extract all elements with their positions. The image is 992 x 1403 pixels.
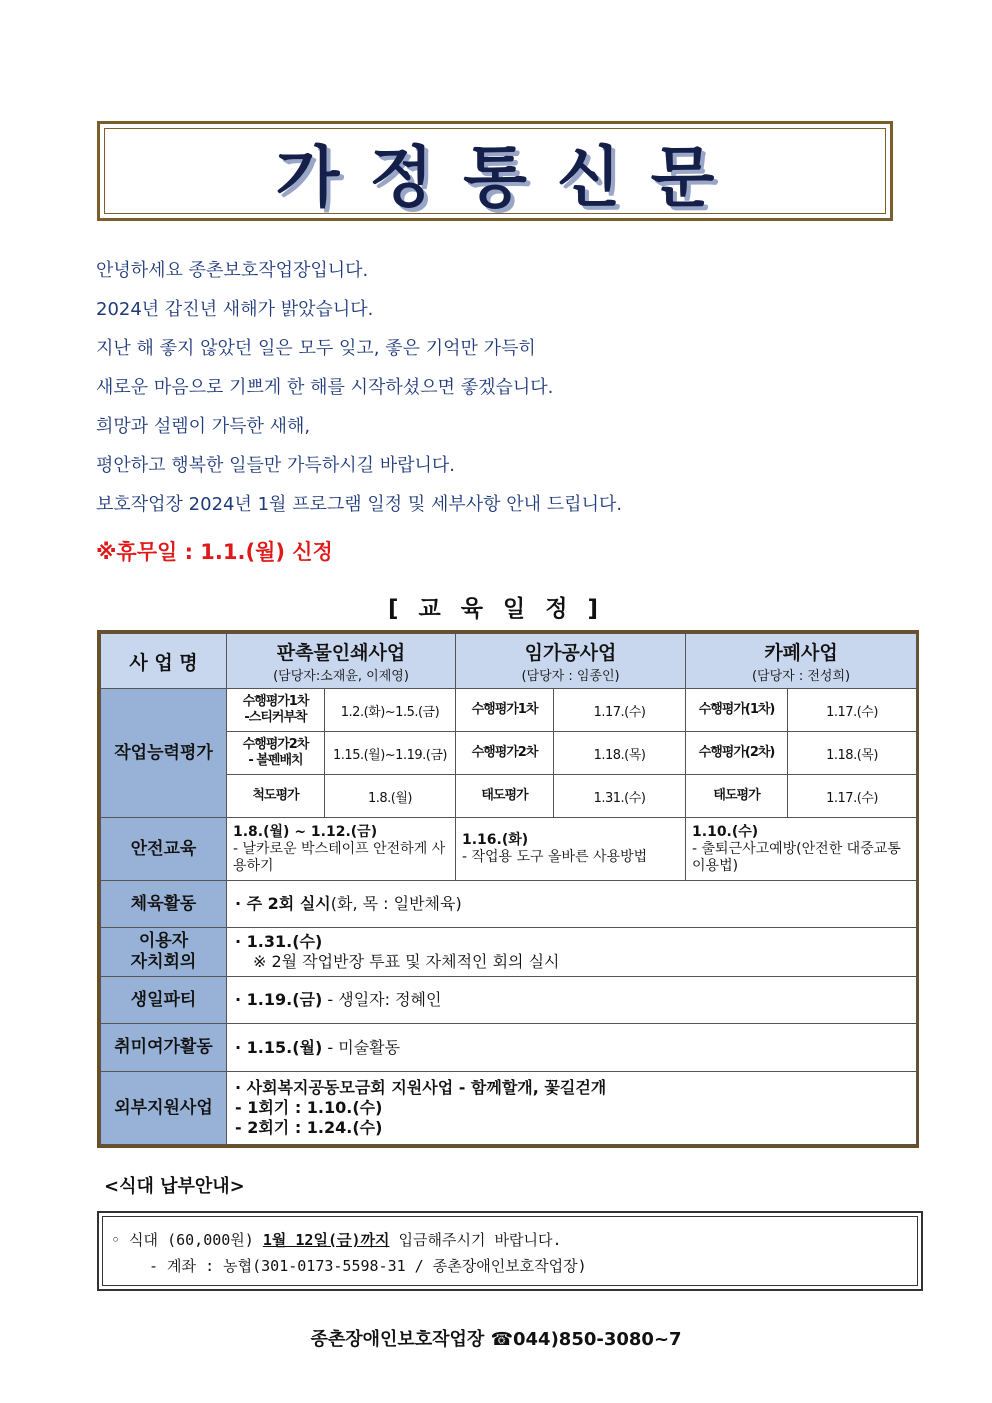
row-label-safety: 안전교육 [101,818,227,881]
eval-label: 수행평가(2차) [686,732,788,775]
table-row [101,689,917,732]
eval-label: 태도평가 [686,775,788,818]
eval-value: 1.2.(화)~1.5.(금) [325,689,456,732]
safety-cell: 1.10.(수) - 출퇴근사고예방(안전한 대중교통이용법) [686,818,917,881]
eval-value: 1.8.(월) [325,775,456,818]
schedule-title: [ 교 육 일 정 ] [388,596,604,622]
eval-label: 수행평가1차 -스티커부착 [227,689,325,732]
business-header-print: 판촉물인쇄사업 (담당자:소재윤, 이제영) [227,634,456,689]
intro-line: 희망과 설렘이 가득한 새해, [96,416,311,437]
eval-value: 1.18.(목) [554,732,686,775]
safety-cell: 1.8.(월) ~ 1.12.(금) - 날카로운 박스테이프 안전하게 사용하기 [227,818,456,881]
intro-line: 평안하고 행복한 일들만 가득하시길 바랍니다. [96,455,455,476]
table-row [101,977,917,1024]
business-header-processing: 임가공사업 (담당자 : 임종인) [456,634,686,689]
table-row [101,928,917,977]
hobby-cell: · 1.15.(월) - 미술활동 [227,1024,917,1072]
eval-label: 수행평가2차 - 볼펜배치 [227,732,325,775]
intro-line: 새로운 마음으로 기쁘게 한 해를 시작하셨으면 좋겠습니다. [96,377,554,398]
page-title: 가정통신문 [275,138,745,216]
business-header-cafe: 카페사업 (담당자 : 전성희) [686,634,917,689]
footer-contact: 종촌장애인보호작업장 ☎044)850-3080~7 [310,1329,682,1350]
eval-value: 1.17.(수) [788,689,917,732]
eval-label: 척도평가 [227,775,325,818]
meal-line: ◦ 식대 (60,000원) 1월 12일(금)까지 입금해주시기 바랍니다. [111,1231,562,1249]
header-row [101,634,917,689]
table-row [101,1024,917,1072]
row-label-council: 이용자 자치회의 [101,928,227,977]
holiday-notice: ※휴무일 : 1.1.(월) 신정 [96,540,333,564]
row-label-hobby: 취미여가활동 [101,1024,227,1072]
schedule-table [97,630,919,1148]
title-inner-frame [104,128,886,214]
eval-value: 1.18.(목) [788,732,917,775]
intro-line: 보호작업장 2024년 1월 프로그램 일정 및 세부사항 안내 드립니다. [96,494,623,515]
eval-value: 1.15.(월)~1.19.(금) [325,732,456,775]
row-label-birthday: 생일파티 [101,977,227,1024]
birthday-cell: · 1.19.(금) - 생일자: 정혜인 [227,977,917,1024]
eval-label: 수행평가1차 [456,689,554,732]
safety-cell: 1.16.(화) - 작업용 도구 올바른 사용방법 [456,818,686,881]
meal-account-line: - 계좌 : 농협(301-0173-5598-31 / 종촌장애인보호작업장) [149,1257,587,1275]
meal-title: <식대 납부안내> [104,1176,245,1197]
intro-line: 지난 해 좋지 않았던 일은 모두 잊고, 좋은 기억만 가득히 [96,338,536,359]
intro-text [96,258,896,531]
eval-label: 수행평가(1차) [686,689,788,732]
title-box [97,121,893,221]
row-label-eval: 작업능력평가 [101,689,227,818]
eval-label: 태도평가 [456,775,554,818]
external-cell: · 사회복지공동모금회 지원사업 - 함께할개, 꽃길걷개 - 1회기 : 1.10.(수) - 2회기 : 1.24.(수) [227,1072,917,1145]
eval-value: 1.17.(수) [788,775,917,818]
intro-line: 2024년 갑진년 새해가 밝았습니다. [96,299,374,320]
meal-box [97,1211,923,1291]
council-cell: · 1.31.(수) ※ 2월 작업반장 투표 및 자체적인 회의 실시 [227,928,917,977]
eval-value: 1.31.(수) [554,775,686,818]
table-row [101,881,917,928]
row-label-sports: 체육활동 [101,881,227,928]
eval-label: 수행평가2차 [456,732,554,775]
table-row [101,1072,917,1145]
table-row [101,818,917,881]
meal-content [102,1216,918,1286]
business-name-header: 사 업 명 [101,634,227,689]
eval-value: 1.17.(수) [554,689,686,732]
row-label-external: 외부지원사업 [101,1072,227,1145]
intro-line: 안녕하세요 종촌보호작업장입니다. [96,260,369,281]
sports-cell: · 주 2회 실시(화, 목 : 일반체육) [227,881,917,928]
